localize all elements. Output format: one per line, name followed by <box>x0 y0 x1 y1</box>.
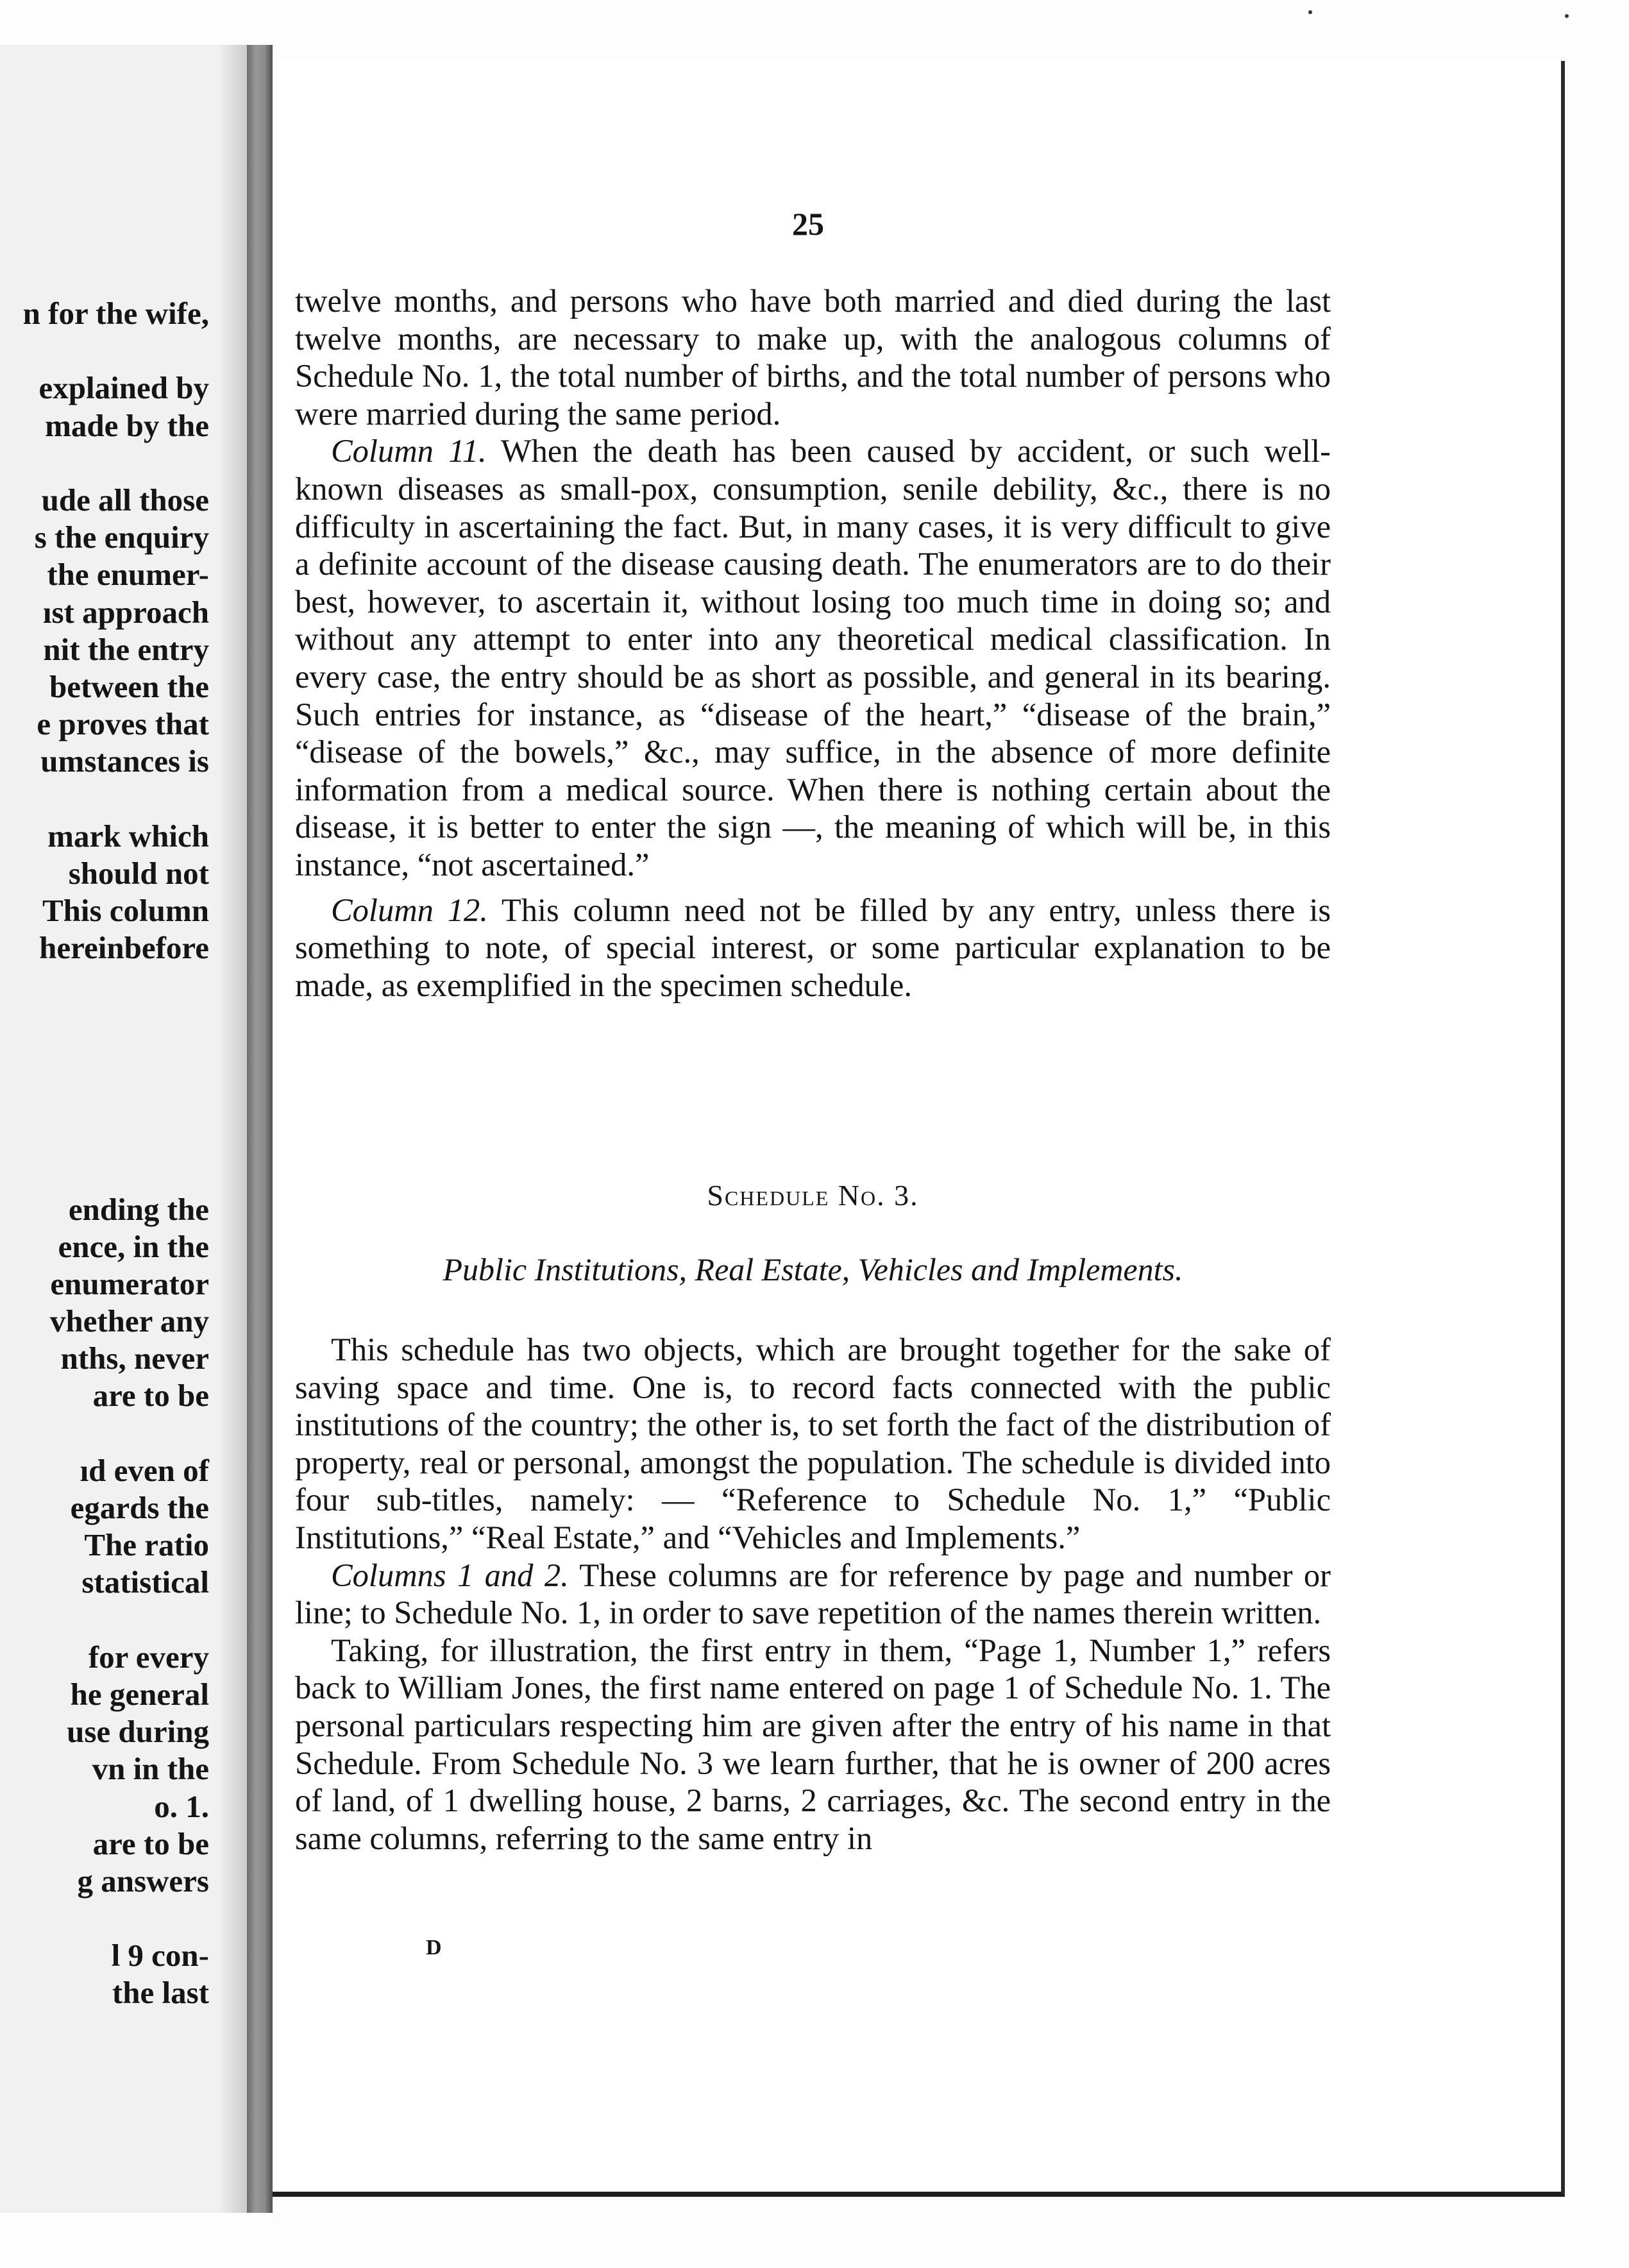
paragraph-column-12 <box>295 892 1331 1004</box>
facing-page-line <box>0 1079 209 1116</box>
facing-page-line: vn in the <box>92 1751 209 1787</box>
page-number: 25 <box>792 206 824 242</box>
schedule-heading: Schedule No. 3. <box>707 1179 919 1212</box>
facing-page-line <box>0 1415 209 1452</box>
facing-page-line: ending the <box>68 1191 209 1227</box>
facing-page-line: are to be <box>92 1825 209 1861</box>
facing-page-line: are to be <box>92 1378 209 1414</box>
facing-page-line: l 9 con- <box>111 1938 209 1974</box>
facing-page-line: enumerator <box>50 1265 209 1301</box>
facing-page-line: umstances is <box>40 743 209 779</box>
body-text-upper <box>295 282 1331 1004</box>
facing-page-line <box>0 967 209 1004</box>
facing-page-line: o. 1. <box>154 1788 209 1824</box>
column-12-label: Column 12. <box>331 892 488 928</box>
facing-page-line: should not <box>68 855 209 891</box>
paragraph-continuation: twelve months, and persons who have both married and died during the last twelve months, are necessary to make up, with the analogous columns of Schedule No. 1, the total number of births, and the total number of persons who were married during the same period. <box>295 283 1331 432</box>
facing-page-line: hereinbefore <box>39 930 209 966</box>
facing-page-line: s the enquiry <box>34 520 209 555</box>
facing-page-line <box>0 1004 209 1042</box>
paragraph-illustration: Taking, for illustration, the first entry in them, “Page 1, Number 1,” refers back to William Jones, the first name entered on page 1 of Schedule No. 1. The personal particulars respecting him are given after the entry of his name in that Schedule. From Schedule No. 3 we learn further, that he is owner of 200 acres of land, of 1 dwelling house, 2 barns, 2 carriages, &c. The second entry in the same columns, referring to the same entry in <box>295 1632 1331 1856</box>
facing-page-line <box>0 332 209 369</box>
facing-page-line <box>0 1602 209 1639</box>
columns-1-2-label: Columns 1 and 2. <box>331 1557 569 1593</box>
facing-page-line: he general <box>70 1676 209 1712</box>
facing-page-line: for every <box>88 1639 209 1675</box>
paragraph-schedule-objects: This schedule has two objects, which are brought together for the sake of saving space and time. One is, to record facts connected with the public institutions of the country; the other is, to set forth the fact of the distribution of property, real or personal, amongst the population. The schedule is divided into four sub-titles, namely: — “Reference to Schedule No. 1,” “Public Institutions,” “Real Estate,” and “Vehicles and Implements.” <box>295 1332 1331 1555</box>
facing-page-line: ence, in the <box>58 1228 209 1264</box>
facing-page-line: made by the <box>45 407 209 443</box>
paragraph-columns-1-2 <box>295 1557 1331 1632</box>
facing-page-line <box>0 1900 209 1937</box>
column-11-text: When the death has been caused by accident, or such well-known diseases as small-pox, consumption, senile debility, &c., there is no difficulty in ascertaining the fact. But, in many cases, it is very difficult to give a definite account of the disease causing death. The enumerators are to do their best, however, to ascertain it, without losing too much time in doing so; and without any attempt to enter into any theoretical medical classification. In every case, the entry should be as short as possible, and general in its bearing. Such entries for instance, as “disease of the heart,” “disease of the brain,” “disease of the bowels,” &c., may suffice, in the absence of more definite information from a medical source. When there is nothing certain about the disease, it is better to enter the sign —, the meaning of which will be, in this instance, “not ascertained.” <box>295 433 1331 883</box>
facing-page-line: mark which <box>47 818 209 854</box>
facing-page-line: n for the wife, <box>22 296 209 331</box>
facing-page-line <box>0 1116 209 1153</box>
facing-page-line <box>0 1153 209 1190</box>
facing-page-line: This column <box>42 893 209 928</box>
facing-page-line: vhether any <box>49 1303 209 1339</box>
facing-page-line: statistical <box>81 1564 209 1600</box>
gutter-shadow <box>218 45 250 2213</box>
facing-page-line: the enumer- <box>47 557 209 593</box>
signature-mark: D <box>426 1936 442 1959</box>
body-text-lower <box>295 1331 1331 1857</box>
columns-1-2-text: These columns are for reference by page and number or line; to Schedule No. 1, in order to save repetition of the names therein written. <box>295 1557 1331 1631</box>
schedule-subheading: Public Institutions, Real Estate, Vehicles and Implements. <box>443 1251 1183 1287</box>
facing-page-line: use during <box>67 1714 209 1750</box>
facing-page-line: ıst approach <box>42 594 209 630</box>
facing-page-line <box>0 1042 209 1079</box>
facing-page-line: nths, never <box>60 1341 209 1376</box>
facing-page-line: The ratio <box>84 1527 209 1563</box>
facing-page-line: explained by <box>38 370 209 406</box>
facing-page-line: between the <box>49 668 209 704</box>
facing-page-text <box>0 295 209 2012</box>
book-gutter <box>247 45 273 2213</box>
facing-page-line: g answers <box>77 1863 209 1899</box>
facing-page-line <box>0 444 209 482</box>
facing-page-line: egards the <box>70 1490 209 1525</box>
facing-page-line: ude all those <box>41 482 209 518</box>
facing-page-line: the last <box>112 1975 209 2011</box>
column-12-text: This column need not be filled by any entry, unless there is something to note, of special interest, or some particular explanation to be made, as exemplified in the specimen schedule. <box>295 892 1331 1003</box>
facing-page-line: nit the entry <box>43 631 209 667</box>
column-11-label: Column 11. <box>331 433 487 470</box>
paragraph-column-11 <box>295 432 1331 883</box>
facing-page-line: ıd even of <box>80 1452 209 1488</box>
facing-page-line: e proves that <box>37 706 209 742</box>
scan-speck <box>1308 10 1312 14</box>
scan-speck <box>1565 14 1569 18</box>
facing-page-line <box>0 780 209 817</box>
